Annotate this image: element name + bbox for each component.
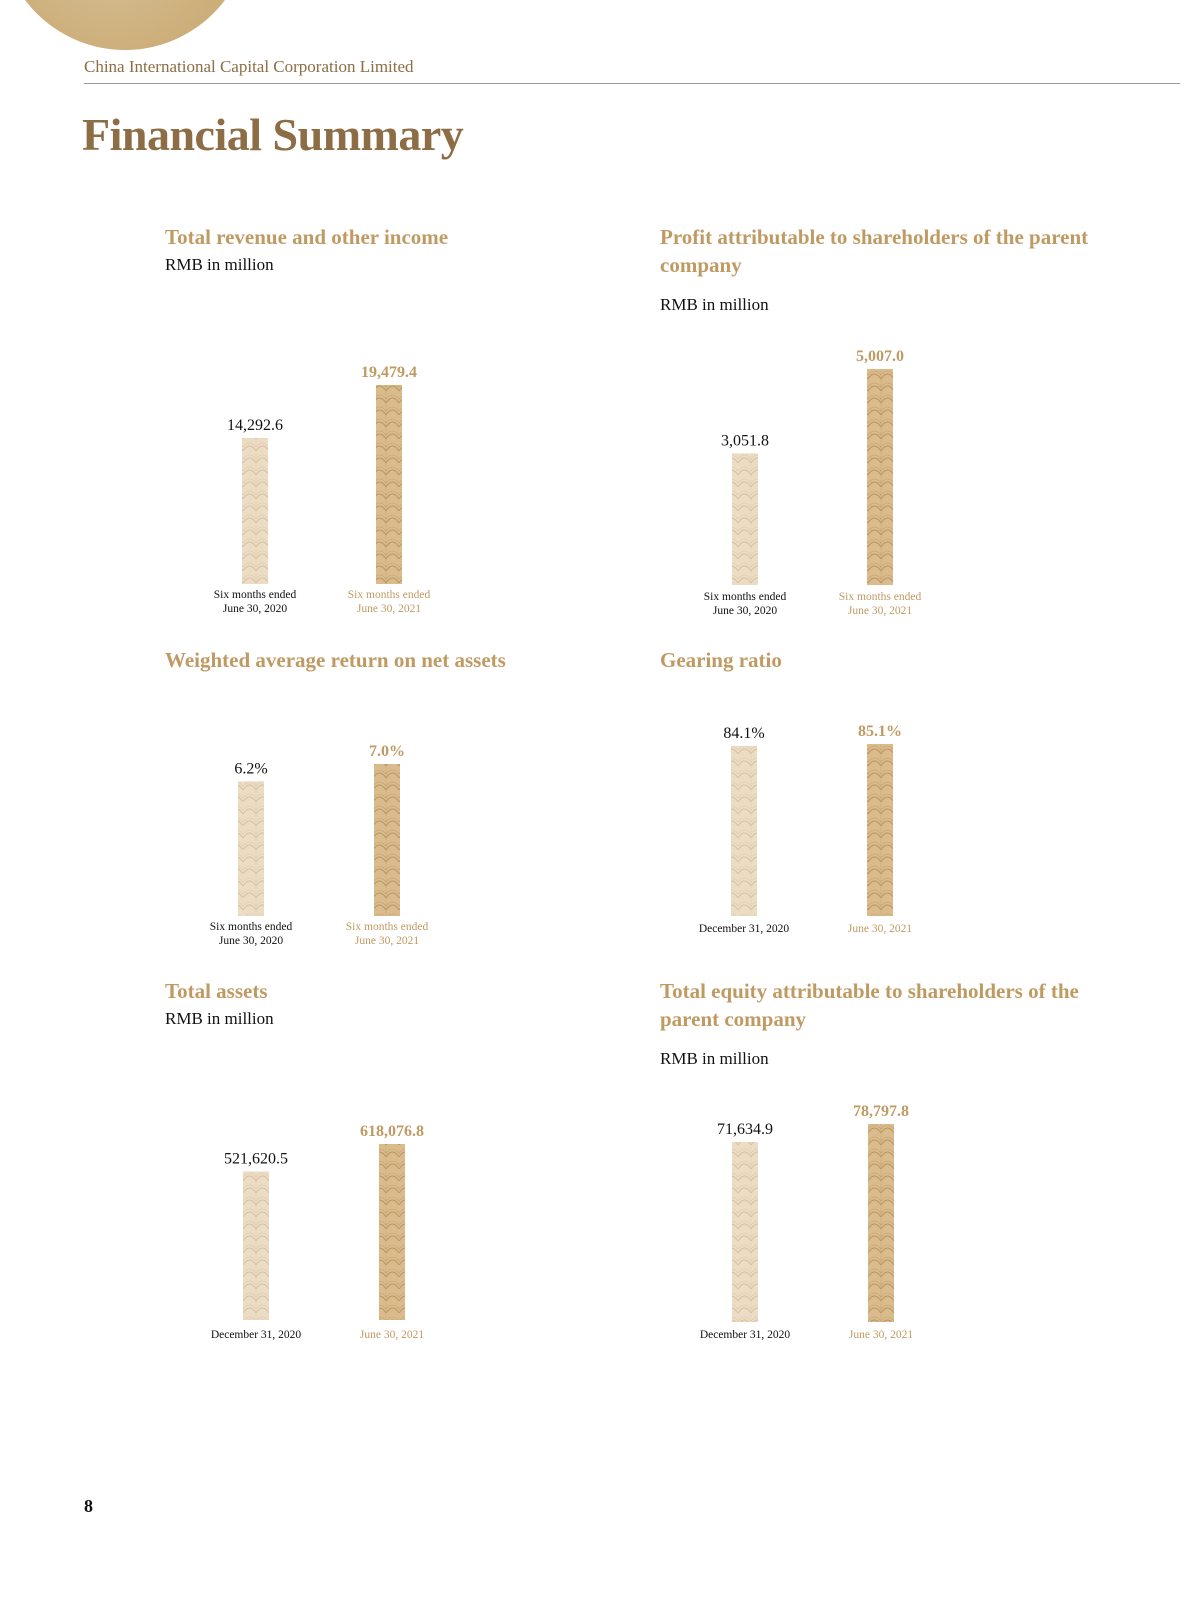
bar-current	[379, 1144, 405, 1320]
bar-previous	[242, 438, 268, 584]
chart-unit: RMB in million	[660, 295, 769, 314]
data-label: 84.1%	[723, 725, 765, 743]
data-label: 78,797.8	[853, 1103, 909, 1120]
data-label: 6.2%	[234, 760, 268, 778]
chart-panel-return-on-net-assets	[165, 646, 595, 956]
chart-title: Total assets	[165, 979, 268, 1003]
category-label: June 30, 2020	[218, 935, 284, 947]
category-label: Six months ended	[347, 589, 431, 601]
bar-chart-profit	[660, 223, 1080, 623]
bar-chart-total-revenue	[165, 223, 585, 623]
data-label: 521,620.5	[224, 1150, 288, 1168]
company-name: China International Capital Corporation Limited	[84, 57, 414, 76]
category-label: Six months ended	[703, 591, 787, 603]
data-label: 7.0%	[369, 743, 405, 760]
data-label: 5,007.0	[856, 348, 904, 365]
data-label: 71,634.9	[717, 1120, 773, 1138]
category-label: Six months ended	[213, 589, 297, 601]
bar-current	[868, 1124, 894, 1322]
chart-title: Total revenue and other income	[165, 225, 449, 249]
data-label: 3,051.8	[721, 432, 769, 450]
category-label: December 31, 2020	[698, 923, 790, 935]
bar-current	[867, 369, 893, 585]
bar-chart-return-on-net-assets	[165, 646, 585, 956]
category-label: June 30, 2021	[356, 603, 422, 615]
chart-unit: RMB in million	[660, 1049, 769, 1068]
category-label: December 31, 2020	[210, 1329, 302, 1341]
bar-previous	[731, 746, 757, 916]
data-label: 19,479.4	[361, 364, 417, 381]
chart-panel-gearing-ratio	[660, 646, 1090, 956]
chart-panel-total-revenue	[165, 223, 595, 623]
category-label: June 30, 2021	[847, 605, 913, 617]
category-label: June 30, 2021	[354, 935, 420, 947]
chart-title: Gearing ratio	[660, 648, 782, 672]
chart-panel-total-equity	[660, 977, 1090, 1357]
chart-title: Total equity attributable to shareholders of the parent company	[660, 979, 1079, 1031]
page-number: 8	[84, 1496, 93, 1516]
bar-chart-total-assets	[165, 977, 585, 1357]
page-title: Financial Summary	[82, 109, 464, 160]
category-label: Six months ended	[838, 591, 922, 603]
data-label: 14,292.6	[227, 416, 283, 434]
category-label: Six months ended	[209, 921, 293, 933]
corner-seal-decoration	[0, 0, 250, 50]
bar-chart-total-equity	[660, 977, 1080, 1357]
header-rule	[84, 83, 1180, 84]
category-label: June 30, 2020	[222, 603, 288, 615]
bar-previous	[243, 1171, 269, 1320]
bar-previous	[238, 781, 264, 916]
category-label: June 30, 2021	[359, 1329, 425, 1341]
chart-panel-profit	[660, 223, 1090, 623]
bar-current	[376, 385, 402, 584]
category-label: June 30, 2021	[848, 1329, 914, 1341]
chart-unit: RMB in million	[165, 255, 274, 274]
bar-current	[867, 744, 893, 916]
data-label: 618,076.8	[360, 1123, 424, 1140]
category-label: June 30, 2020	[712, 605, 778, 617]
category-label: June 30, 2021	[847, 923, 913, 935]
chart-panel-total-assets	[165, 977, 595, 1357]
bar-previous	[732, 1142, 758, 1322]
bar-chart-gearing-ratio	[660, 646, 1080, 956]
chart-unit: RMB in million	[165, 1009, 274, 1028]
bar-previous	[732, 453, 758, 585]
bar-current	[374, 764, 400, 916]
category-label: December 31, 2020	[699, 1329, 791, 1341]
data-label: 85.1%	[858, 723, 902, 740]
chart-title: Weighted average return on net assets	[165, 648, 506, 672]
chart-title: Profit attributable to shareholders of the parent company	[660, 225, 1089, 277]
category-label: Six months ended	[345, 921, 429, 933]
